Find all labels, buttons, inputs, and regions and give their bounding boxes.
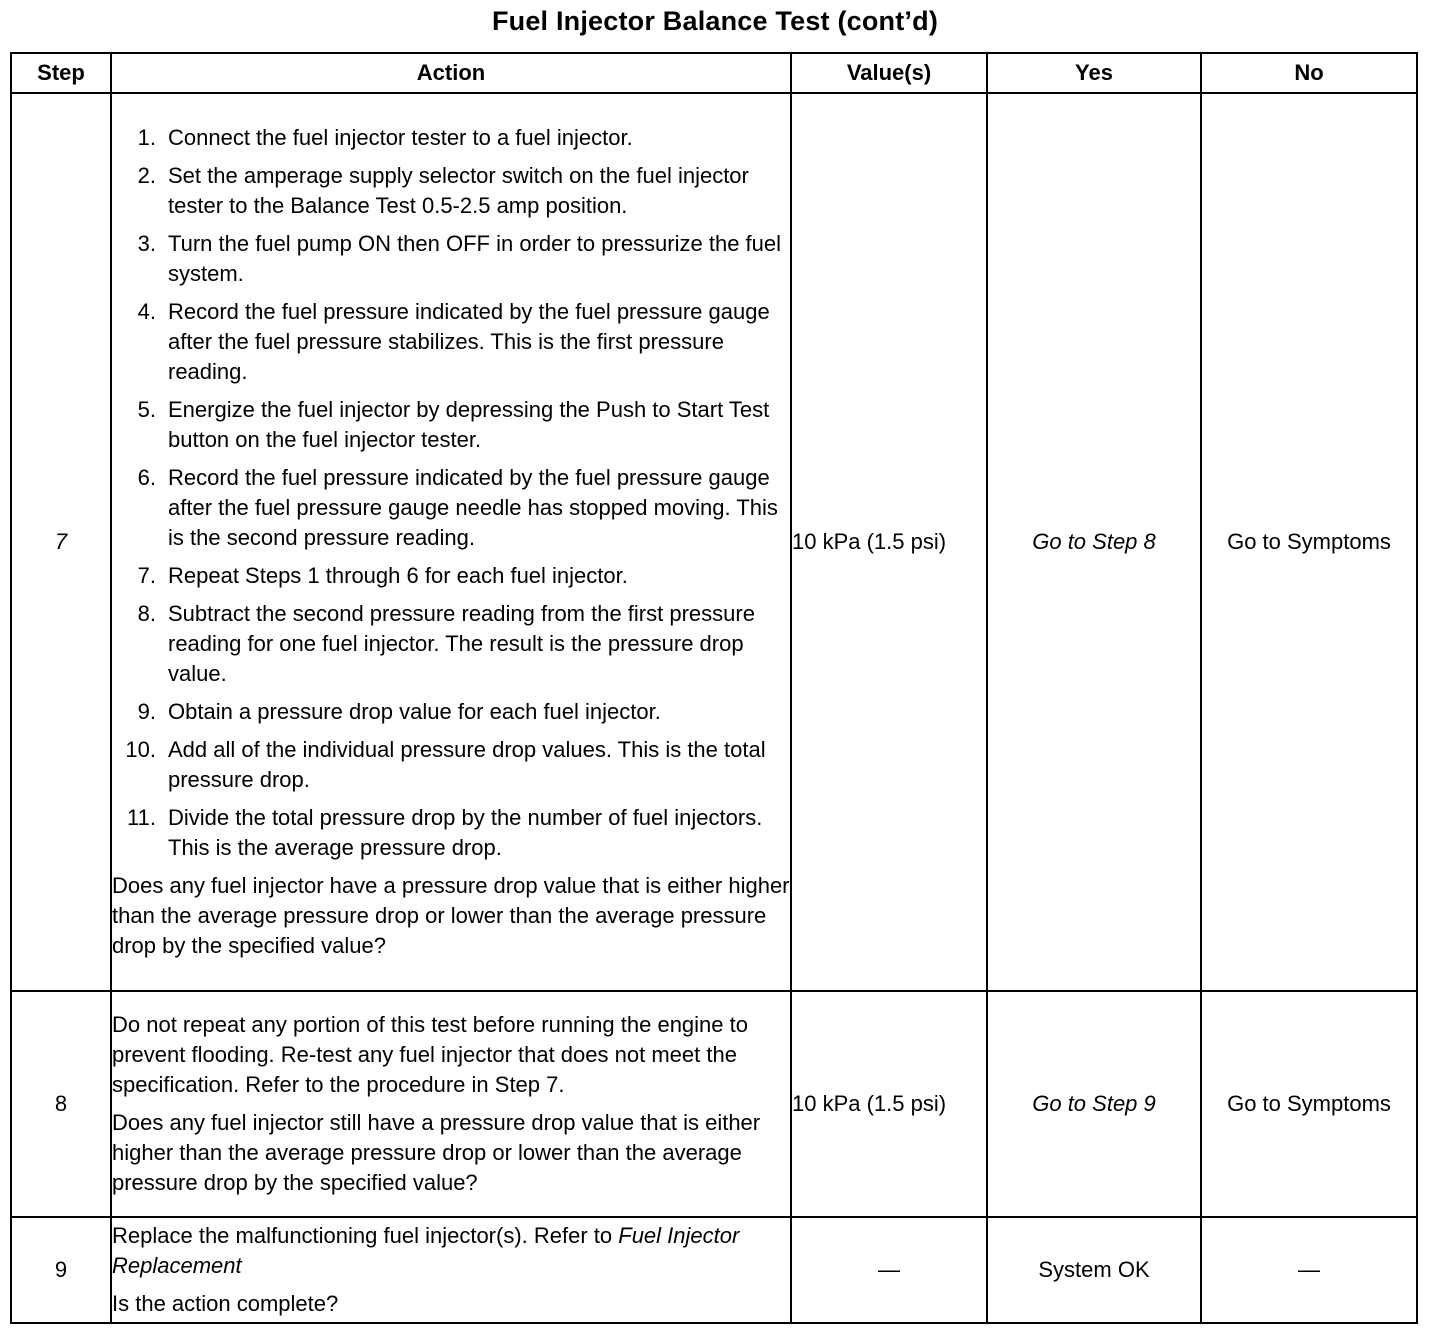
table-row — [11, 991, 1417, 1217]
table-row — [11, 93, 1417, 991]
substep-text: Add all of the individual pressure drop values. This is the total pressure drop. — [168, 737, 766, 792]
substep-number: 6. — [137, 465, 156, 490]
yes-link: Go to Step 8 — [1032, 529, 1156, 554]
action-question: Does any fuel injector have a pressure drop value that is either higher than the average pressure drop or lower than the average pressure drop by the specified value? — [112, 873, 790, 958]
substep-number: 10. — [125, 737, 156, 762]
substep-list — [112, 123, 790, 863]
action-paragraph: Do not repeat any portion of this test before running the engine to prevent flooding. Re-test any fuel injector that does not meet the specification. Refer to the procedure in Step 7. — [112, 1012, 748, 1097]
list-item — [112, 599, 790, 689]
header-action: Action — [111, 53, 791, 93]
step-number: 8 — [11, 991, 111, 1217]
substep-text: Divide the total pressure drop by the number of fuel injectors. This is the average pressure drop. — [168, 805, 763, 860]
substep-text: Connect the fuel injector tester to a fuel injector. — [168, 125, 633, 150]
header-yes: Yes — [987, 53, 1201, 93]
substep-number: 4. — [137, 299, 156, 324]
substep-text: Obtain a pressure drop value for each fuel injector. — [168, 699, 661, 724]
substep-text: Record the fuel pressure indicated by the fuel pressure gauge after the fuel pressure gauge needle has stopped moving. This is the second pressure reading. — [168, 465, 778, 550]
no-cell: Go to Symptoms — [1201, 93, 1417, 991]
list-item — [112, 395, 790, 455]
list-item — [112, 803, 790, 863]
header-values: Value(s) — [791, 53, 987, 93]
list-item — [112, 561, 790, 591]
step-number: 7 — [11, 93, 111, 991]
substep-number: 1. — [137, 125, 156, 150]
page-title: Fuel Injector Balance Test (cont’d) — [491, 6, 939, 36]
step-number: 9 — [11, 1217, 111, 1323]
list-item — [112, 697, 790, 727]
no-cell: Go to Symptoms — [1201, 991, 1417, 1217]
action-paragraph — [112, 1221, 790, 1281]
substep-text: Record the fuel pressure indicated by the fuel pressure gauge after the fuel pressure stabilizes. This is the first pressure reading. — [168, 299, 770, 384]
reference-link: Fuel Injector Replacement — [112, 1223, 740, 1278]
list-item — [112, 297, 790, 387]
list-item — [112, 463, 790, 553]
table-row — [11, 1217, 1417, 1323]
list-item — [112, 229, 790, 289]
header-row — [11, 53, 1417, 93]
value-cell: 10 kPa (1.5 psi) — [791, 93, 987, 991]
substep-text: Repeat Steps 1 through 6 for each fuel injector. — [168, 563, 628, 588]
action-question: Is the action complete? — [112, 1291, 339, 1316]
yes-link: Go to Step 9 — [1032, 1091, 1156, 1116]
header-step: Step — [11, 53, 111, 93]
yes-cell — [987, 93, 1201, 991]
action-cell — [111, 1217, 791, 1323]
substep-number: 3. — [137, 231, 156, 256]
procedure-table — [10, 52, 1418, 1324]
substep-text: Set the amperage supply selector switch on the fuel injector tester to the Balance Test 0.5-2.5 amp position. — [168, 163, 749, 218]
substep-number: 9. — [137, 699, 156, 724]
list-item — [112, 161, 790, 221]
no-cell: — — [1201, 1217, 1417, 1323]
substep-number: 2. — [137, 163, 156, 188]
substep-number: 7. — [137, 563, 156, 588]
substep-text: Subtract the second pressure reading from the first pressure reading for one fuel injector. The result is the pressure drop value. — [168, 601, 755, 686]
substep-text: Turn the fuel pump ON then OFF in order to pressurize the fuel system. — [168, 231, 782, 286]
substep-number: 11. — [127, 805, 156, 830]
header-no: No — [1201, 53, 1417, 93]
substep-number: 8. — [137, 601, 156, 626]
action-cell — [111, 991, 791, 1217]
value-cell: — — [791, 1217, 987, 1323]
yes-cell — [987, 991, 1201, 1217]
value-cell: 10 kPa (1.5 psi) — [791, 991, 987, 1217]
action-cell — [111, 93, 791, 991]
action-question: Does any fuel injector still have a pressure drop value that is either higher than the average pressure drop or lower than the average pressure drop by the specified value? — [112, 1110, 761, 1195]
substep-text: Energize the fuel injector by depressing the Push to Start Test button on the fuel injector tester. — [168, 397, 770, 452]
list-item — [112, 735, 790, 795]
substep-number: 5. — [137, 397, 156, 422]
yes-cell: System OK — [987, 1217, 1201, 1323]
action-paragraph-text: Replace the malfunctioning fuel injector(s). Refer to — [112, 1223, 619, 1248]
list-item — [112, 123, 790, 153]
